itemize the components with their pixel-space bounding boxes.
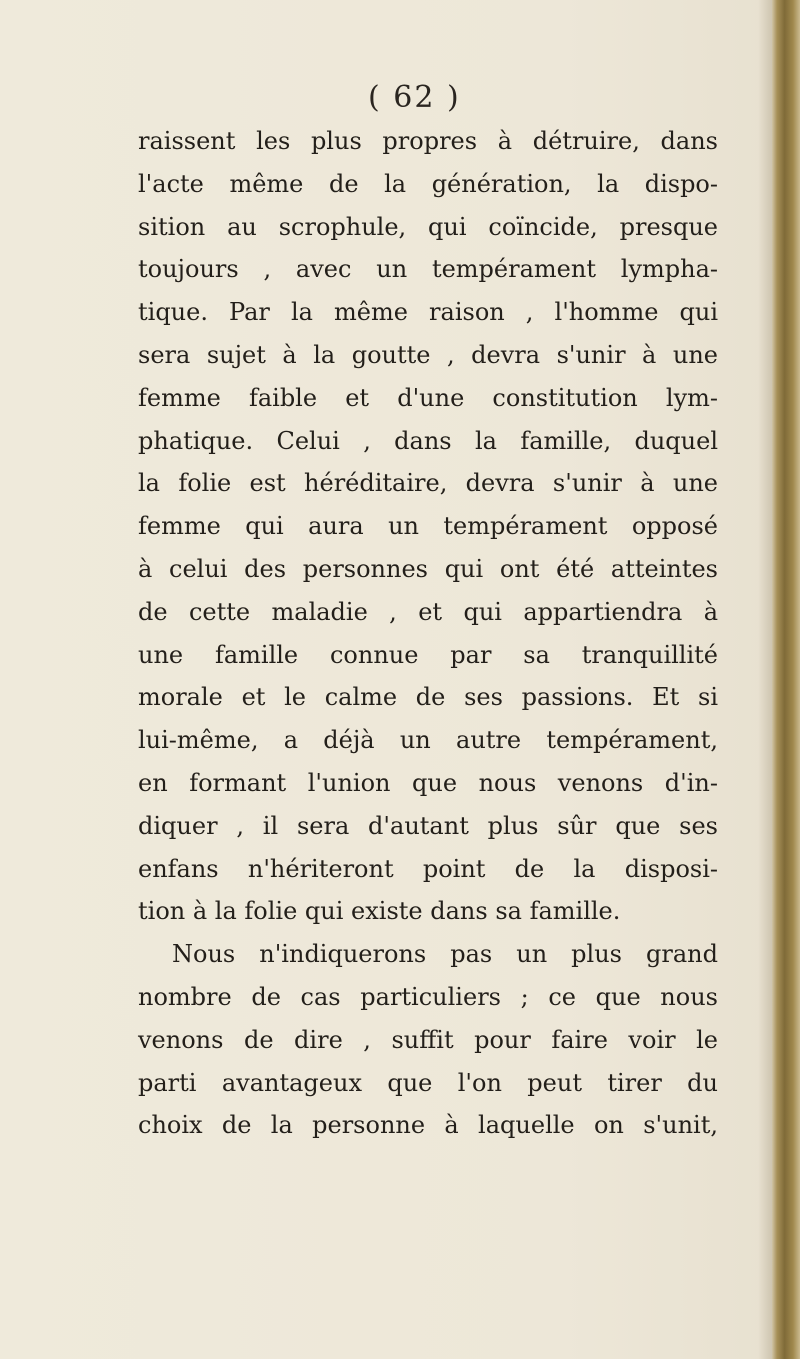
text-line: phatique. Celui , dans la famille, duquel bbox=[138, 426, 718, 455]
text-line: morale et le calme de ses passions. Et si bbox=[138, 683, 718, 712]
page-number: ( 62 ) bbox=[368, 80, 461, 115]
text-line: femme qui aura un tempérament opposé bbox=[138, 512, 718, 541]
text-line: lui-même, a déjà un autre tempérament, bbox=[138, 726, 718, 755]
text-line: en formant l'union que nous venons d'in- bbox=[138, 768, 718, 797]
text-line: la folie est héréditaire, devra s'unir à une bbox=[138, 469, 718, 498]
text-line: femme faible et d'une constitution lym- bbox=[138, 383, 718, 412]
text-line: choix de la personne à laquelle on s'unit, bbox=[138, 1111, 718, 1140]
text-line: parti avantageux que l'on peut tirer du bbox=[138, 1068, 718, 1097]
body-text bbox=[138, 120, 718, 1147]
text-line: venons de dire , suffit pour faire voir le bbox=[138, 1025, 718, 1054]
text-line: raissent les plus propres à détruire, dans bbox=[138, 127, 718, 155]
text-line: tique. Par la même raison , l'homme qui bbox=[138, 298, 718, 327]
page-gutter-shadow bbox=[758, 0, 772, 1359]
text-line: nombre de cas particuliers ; ce que nous bbox=[138, 982, 718, 1011]
text-line: à celui des personnes qui ont été atteintes bbox=[138, 554, 718, 583]
text-line: de cette maladie , et qui appartiendra à bbox=[138, 597, 718, 626]
text-line: l'acte même de la génération, la dispo- bbox=[138, 169, 718, 198]
text-line: tion à la folie qui existe dans sa famille. bbox=[138, 897, 621, 926]
text-line: sition au scrophule, qui coïncide, presque bbox=[138, 212, 718, 241]
text-line: une famille connue par sa tranquillité bbox=[138, 640, 718, 669]
text-line: toujours , avec un tempérament lympha- bbox=[138, 255, 718, 284]
text-line: enfans n'hériteront point de la disposi- bbox=[138, 854, 718, 883]
text-line: sera sujet à la goutte , devra s'unir à une bbox=[138, 340, 718, 369]
book-edge bbox=[772, 0, 800, 1359]
text-line: diquer , il sera d'autant plus sûr que ses bbox=[138, 811, 718, 840]
text-line: Nous n'indiquerons pas un plus grand bbox=[172, 940, 718, 969]
